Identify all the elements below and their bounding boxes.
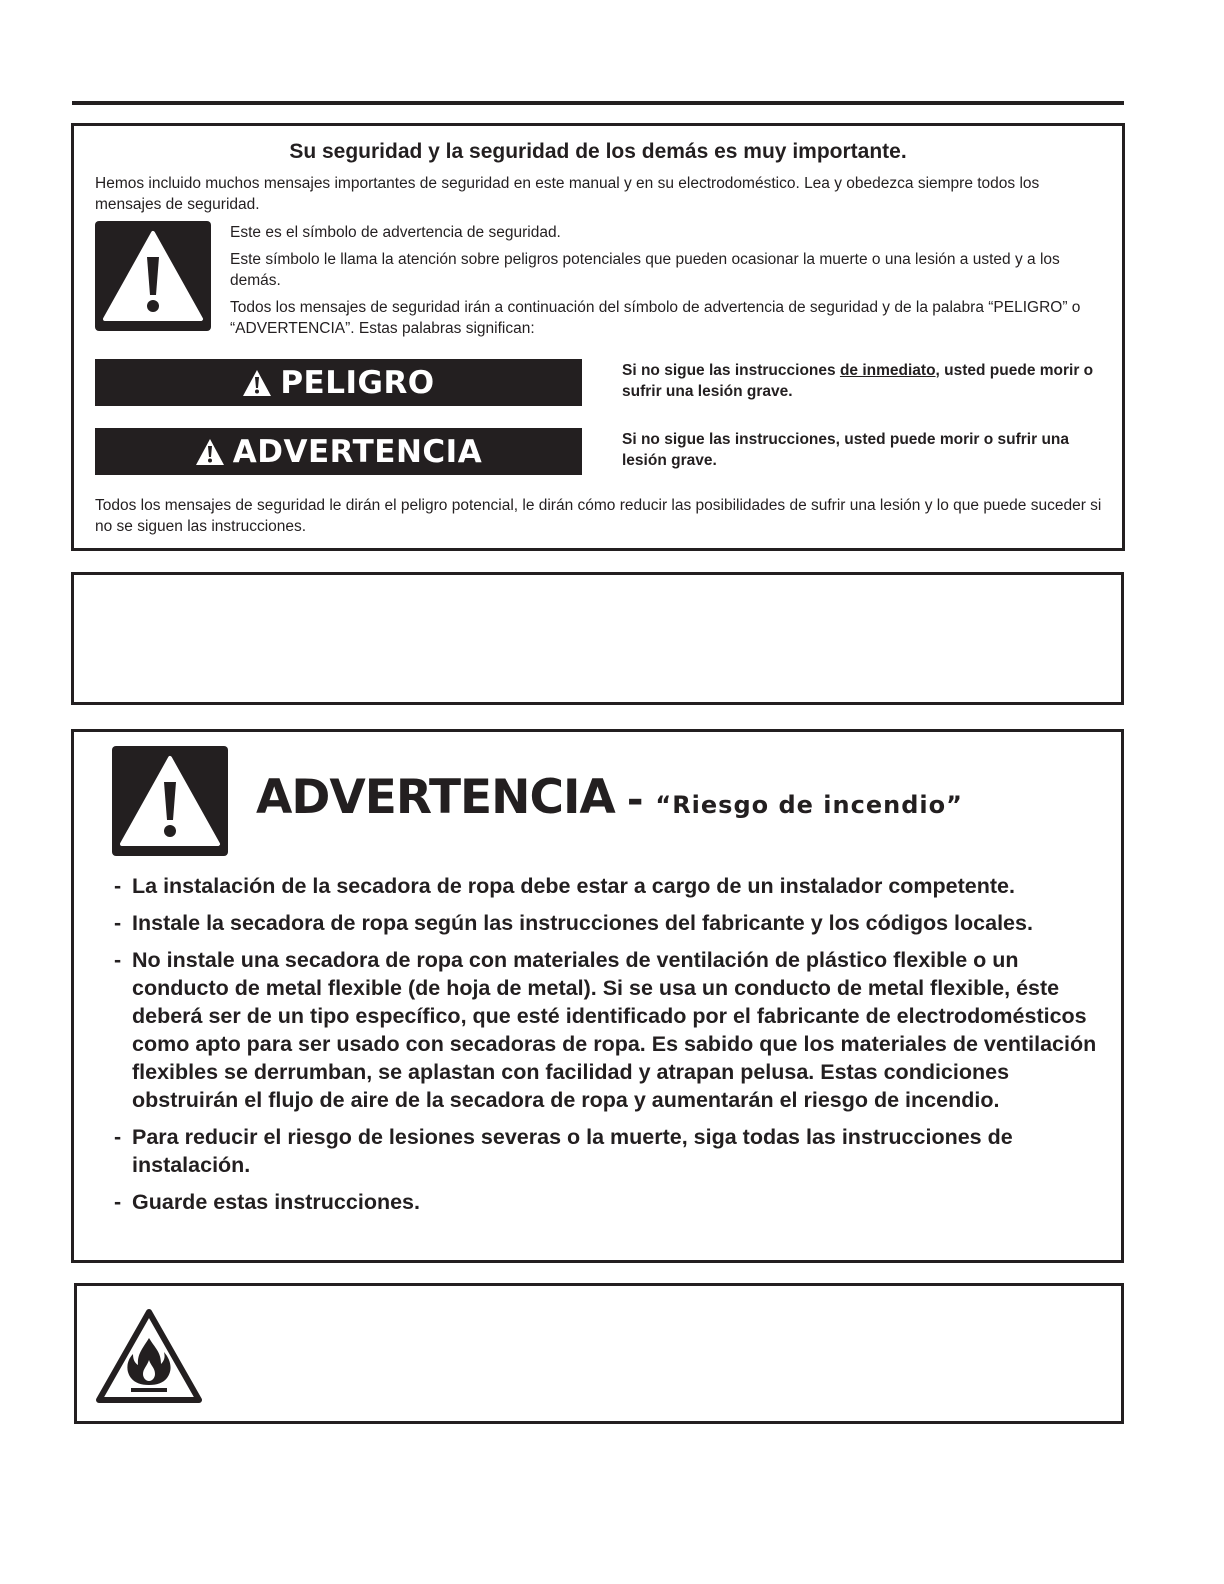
list-item-text: Guarde estas instrucciones. (132, 1190, 420, 1214)
safety-intro: Hemos incluido muchos mensajes importantes de seguridad en este manual y en su electrodoméstico. Lea y obedezca siempre todos los mensajes de seguridad. (95, 175, 1040, 213)
fire-warning-heading (256, 770, 963, 825)
safety-title: Su seguridad y la seguridad de los demás es muy importante. (289, 140, 907, 163)
safety-alert-icon (95, 221, 211, 331)
list-bullet: - (114, 911, 122, 935)
danger-label: PELIGRO (280, 364, 435, 401)
danger-desc-underlined: de inmediato (839, 362, 936, 379)
list-item (114, 909, 1114, 937)
list-item-text: Para reducir el riesgo de lesiones severas o la muerte, siga todas las instrucciones de instalación. (132, 1125, 1013, 1177)
safety-alert-icon (112, 746, 228, 856)
warning-description: Si no sigue las instrucciones, usted puede morir o sufrir una lesión grave. (622, 431, 1070, 469)
list-item (114, 946, 1114, 1114)
list-item-text: No instale una secadora de ropa con materiales de ventilación de plástico flexible o un conducto de metal flexible (de hoja de metal). Si se usa un conducto de metal flexible, éste deberá ser de un tipo específico, que esté identificado por el fabricante de electrodomésticos como apto para ser usado con secadoras de ropa. Es sabido que los materiales de ventilación flexibles se derrumban, se aplastan con facilidad y atrapan pelusa. Estas condiciones obstruirán el flujo de aire de la secadora de ropa y aumentarán el riesgo de incendio. (132, 948, 1097, 1112)
warning-label: ADVERTENCIA (232, 433, 483, 470)
list-bullet: - (114, 948, 122, 972)
symbol-text-2: Este símbolo le llama la atención sobre peligros potenciales que pueden ocasionar la muerte o una lesión a usted y a los demás. (230, 251, 1060, 289)
symbol-text-3: Todos los mensajes de seguridad irán a continuación del símbolo de advertencia de seguridad y de la palabra “PELIGRO” o “ADVERTENCIA”. Estas palabras significan: (230, 299, 1081, 337)
flammable-box (74, 1283, 1124, 1424)
list-bullet: - (114, 1190, 122, 1214)
list-item (114, 1188, 1114, 1216)
list-item (114, 872, 1114, 900)
fire-warning-box (71, 729, 1124, 1263)
warning-signal-bar (95, 428, 582, 475)
fire-warning-list (114, 872, 1114, 1225)
danger-desc-part1: Si no sigue las instrucciones (622, 362, 840, 379)
alert-triangle-icon (195, 438, 225, 466)
safety-closing: Todos los mensajes de seguridad le dirán el peligro potencial, le dirán cómo reducir las posibilidades de sufrir una lesión y lo que puede suceder si no se siguen las instrucciones. (95, 497, 1102, 535)
danger-description (622, 360, 1102, 402)
danger-desc-part2: , usted puede morir o sufrir una lesión grave. (622, 362, 1094, 400)
alert-triangle-icon (242, 369, 272, 397)
list-item-text: Instale la secadora de ropa según las instrucciones del fabricante y los códigos locales. (132, 911, 1033, 935)
top-rule (72, 101, 1124, 105)
list-item-text: La instalación de la secadora de ropa debe estar a cargo de un instalador competente. (132, 874, 1015, 898)
empty-box (71, 572, 1124, 705)
fire-warning-dash: - (626, 777, 644, 823)
list-bullet: - (114, 874, 122, 898)
safety-info-box (71, 123, 1125, 551)
list-bullet: - (114, 1125, 122, 1149)
symbol-text-1: Este es el símbolo de advertencia de seguridad. (230, 224, 561, 241)
danger-signal-bar (95, 359, 582, 406)
fire-warning-subheading: “Riesgo de incendio” (655, 791, 963, 819)
fire-warning-word: ADVERTENCIA (256, 770, 615, 825)
list-item (114, 1123, 1114, 1179)
flammable-warning-icon (95, 1308, 203, 1404)
